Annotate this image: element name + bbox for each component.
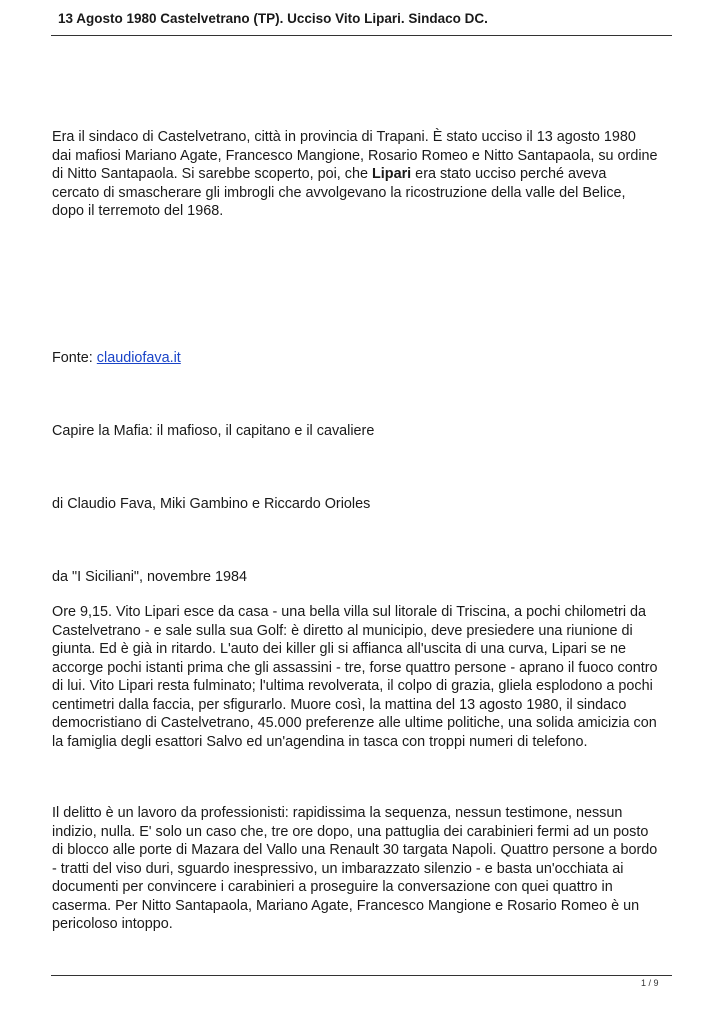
paragraph-line: di lui. Vito Lipari resta fulminato; l'ultima revolverata, il colpo di grazia, gliela esplodono a pochi [52, 678, 653, 694]
source-label: Fonte: [52, 350, 97, 366]
paragraph-line: indizio, nulla. E' solo un caso che, tre ore dopo, una pattuglia dei carabinieri fermi ad un posto [52, 823, 649, 840]
intro-line [52, 165, 674, 184]
paragraph-line: di blocco alle porte di Mazara del Vallo una Renault 30 targata Napoli. Quattro persone a bordo [52, 842, 658, 858]
paragraph-line: la famiglia degli esattori Salvo ed un'agendina in tasca con troppi numeri di telefono. [52, 733, 588, 750]
publication-line: da "I Siciliani", novembre 1984 [52, 569, 248, 585]
page-number: 1 / 9 [641, 978, 659, 988]
paragraph-line: Ore 9,15. Vito Lipari esce da casa - una bella villa sul litorale di Triscina, a pochi chilometri da [52, 604, 647, 620]
paragraph-line: democristiano di Castelvetrano, 45.000 preferenze alle ultime politiche, una solida amicizia con [52, 715, 657, 731]
paragraph-line: pericoloso intoppo. [52, 916, 173, 932]
paragraph-line: - tratti del viso duri, sguardo inespressivo, un imbarazzato silenzio - e basta un'occhiata ai [52, 860, 624, 877]
paragraph-line: giunta. Ed è già in ritardo. L'auto dei killer gli si affianca all'uscita di una curva, Lipari se ne [52, 641, 626, 657]
paragraph-line: caserma. Per Nitto Santapaola, Mariano Agate, Francesco Mangione e Rosario Romeo è un [52, 897, 640, 914]
paragraph-line: documenti per convincere i carabinieri a proseguire la conversazione con quei quattro in [52, 879, 613, 895]
article-title: Capire la Mafia: il mafioso, il capitano e il cavaliere [52, 423, 375, 439]
intro-line: dopo il terremoto del 1968. [52, 203, 224, 219]
body-paragraph-1 [52, 603, 674, 751]
page-header-title: 13 Agosto 1980 Castelvetrano (TP). Ucciso Vito Lipari. Sindaco DC. [58, 11, 488, 26]
intro-line-text: di Nitto Santapaola. Si sarebbe scoperto, poi, che [52, 166, 372, 182]
intro-paragraph [52, 128, 674, 221]
source-line [52, 349, 674, 368]
intro-line: Era il sindaco di Castelvetrano, città in provincia di Trapani. È stato ucciso il 13 agosto 1980 [52, 129, 636, 145]
header-rule [51, 35, 672, 36]
paragraph-line: Castelvetrano - e sale sulla sua Golf: è diretto al municipio, deve presiedere una riunione di [52, 622, 633, 639]
source-link[interactable]: claudiofava.it [96, 350, 181, 366]
body-paragraph-2 [52, 804, 674, 934]
bold-name-lipari: Lipari [372, 166, 412, 182]
authors-line: di Claudio Fava, Miki Gambino e Riccardo Orioles [52, 496, 371, 512]
paragraph-line: accorge pochi istanti prima che gli assassini - tre, forse quattro persone - aprano il fuoco contro [52, 659, 658, 676]
paragraph-line: centimetri dalla faccia, per sfigurarlo. Muore così, la mattina del 13 agosto 1980, il sindaco [52, 696, 627, 713]
paragraph-line: Il delitto è un lavoro da professionisti: rapidissima la sequenza, nessun testimone, nessun [52, 805, 623, 821]
intro-line: dai mafiosi Mariano Agate, Francesco Mangione, Rosario Romeo e Nitto Santapaola, su ordine [52, 147, 658, 164]
intro-line-text: era stato ucciso perché aveva [411, 166, 607, 182]
intro-line: cercato di smascherare gli imbrogli che avvolgevano la ricostruzione della valle del Belice, [52, 184, 626, 201]
footer-rule [51, 975, 672, 976]
